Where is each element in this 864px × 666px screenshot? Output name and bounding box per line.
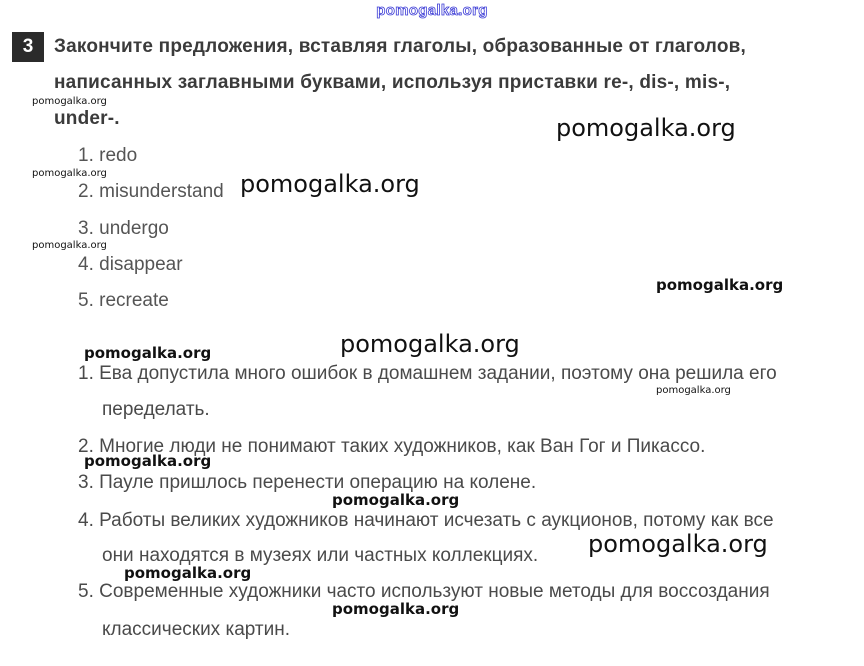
instruction-line-2: написанных заглавными буквами, используя приставки re-, dis-, mis-, — [54, 72, 731, 93]
site-watermark-header: pomogalka.org — [376, 2, 488, 19]
watermark-large: pomogalka.org — [240, 170, 420, 198]
watermark-small: pomogalka.org — [32, 168, 107, 179]
answer-item-3: 3. undergo — [78, 218, 169, 239]
instruction-line-3: under-. — [54, 108, 120, 129]
watermark-medium: pomogalka.org — [84, 452, 212, 470]
translation-line-1-cont: переделать. — [102, 399, 210, 420]
watermark-large: pomogalka.org — [556, 114, 736, 142]
watermark-small: pomogalka.org — [656, 385, 731, 396]
answer-item-2: 2. misunderstand — [78, 181, 224, 202]
translation-line-2: 2. Многие люди не понимают таких художников, как Ван Гог и Пикассо. — [78, 436, 706, 457]
watermark-large: pomogalka.org — [340, 330, 520, 358]
watermark-medium: pomogalka.org — [124, 564, 252, 582]
translation-line-5: 5. Современные художники часто используют новые методы для воссоздания — [78, 581, 770, 602]
translation-line-4: 4. Работы великих художников начинают исчезать с аукционов, потому как все — [78, 510, 774, 531]
watermark-small: pomogalka.org — [32, 96, 107, 107]
watermark-medium: pomogalka.org — [332, 491, 460, 509]
translation-line-3: 3. Пауле пришлось перенести операцию на колене. — [78, 472, 537, 493]
exercise-number-badge: 3 — [12, 32, 44, 62]
answer-item-1: 1. redo — [78, 145, 138, 166]
watermark-large: pomogalka.org — [588, 530, 768, 558]
watermark-small: pomogalka.org — [32, 240, 107, 251]
instruction-line-1: Закончите предложения, вставляя глаголы, образованные от глаголов, — [54, 36, 746, 57]
watermark-medium: pomogalka.org — [656, 276, 784, 294]
translation-line-1: 1. Ева допустила много ошибок в домашнем задании, поэтому она решила его — [78, 363, 777, 384]
answer-item-5: 5. recreate — [78, 290, 169, 311]
translation-line-4-cont: они находятся в музеях или частных коллекциях. — [102, 545, 539, 566]
watermark-medium: pomogalka.org — [332, 600, 460, 618]
translation-line-5-cont: классических картин. — [102, 619, 290, 640]
watermark-medium: pomogalka.org — [84, 344, 212, 362]
answer-item-4: 4. disappear — [78, 254, 183, 275]
